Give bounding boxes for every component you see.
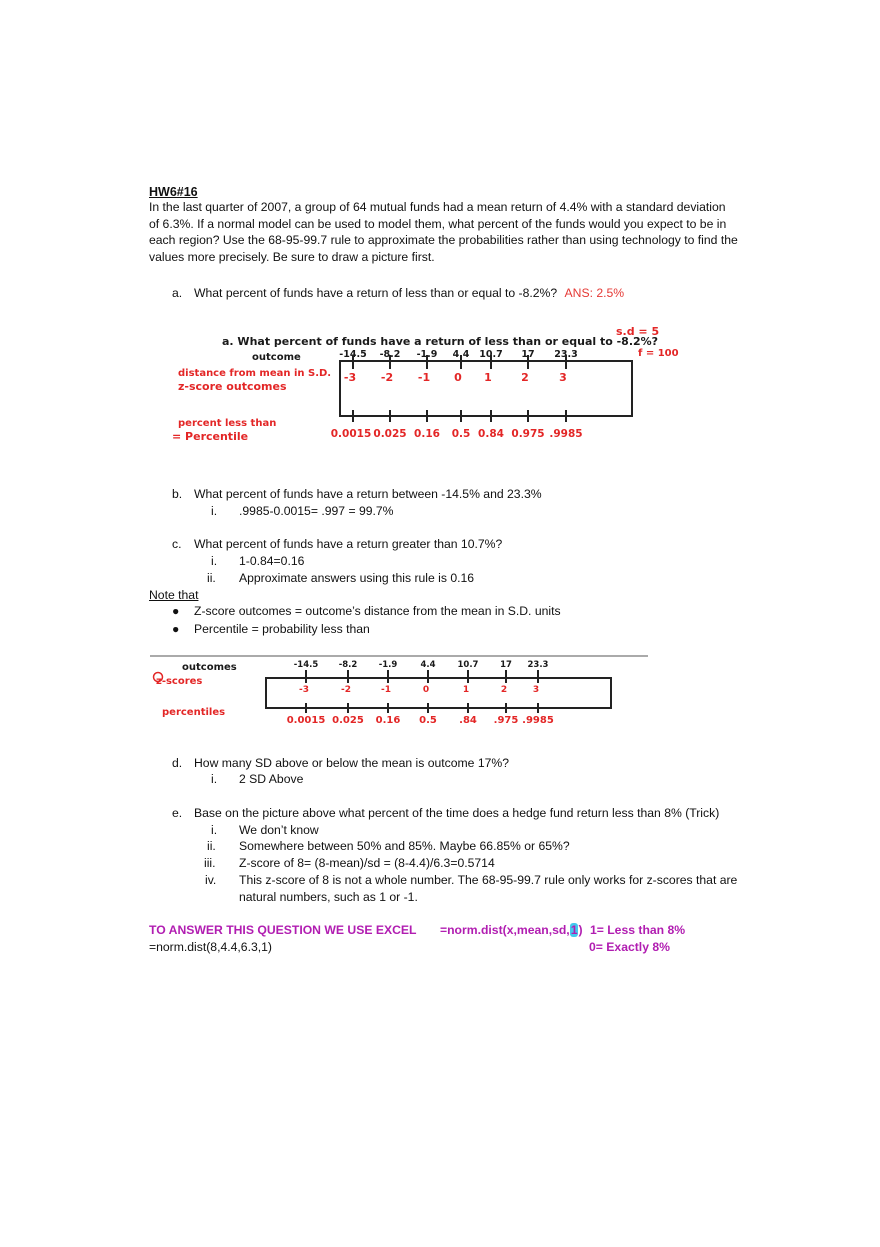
question-c-item-marker: i. xyxy=(211,554,218,568)
diagram1-note-sd: s.d = 5 xyxy=(616,325,660,338)
diagram1-zscore-value: -1 xyxy=(417,371,431,384)
excel-formula xyxy=(440,922,685,939)
diagram2-zscore-value: 3 xyxy=(532,685,540,695)
question-d-text: How many SD above or below the mean is outcome 17%? xyxy=(194,756,510,770)
diagram2-zscore-value: -2 xyxy=(341,685,351,695)
diagram1-zscore-value: 0 xyxy=(454,371,462,384)
question-e-text: Base on the picture above what percent of the time does a hedge fund return less than 8% (Trick) xyxy=(194,806,720,820)
diagram2-outcome-value: -14.5 xyxy=(293,660,319,670)
excel-option-less-than: 1= Less than 8% xyxy=(589,923,686,937)
diagram2-outcome-value: 23.3 xyxy=(527,660,549,670)
diagram2-percentile-value: 0.5 xyxy=(419,715,437,726)
diagram2-outcome-value: -1.9 xyxy=(378,660,398,670)
diagram1-outcome-value: 23.3 xyxy=(554,349,578,360)
diagram1-zscore-value: 3 xyxy=(559,371,567,384)
intro-paragraph: In the last quarter of 2007, a group of 64 mutual funds had a mean return of 4.4% with a standard deviation of 6.3%. If a normal model can be used to model them, what percent of the funds would you expect to be in each region? Use the 68-95-99.7 rule to approximate the probabilities rather than using technology to find the values more precisely. Be sure to draw a picture first. xyxy=(149,200,738,264)
question-c-item-marker: ii. xyxy=(207,571,216,585)
diagram2-outcome-value: -8.2 xyxy=(338,660,358,670)
diagram1-zscore-value: 1 xyxy=(484,371,492,384)
note-bullet: Z-score outcomes = outcome’s distance from the mean in S.D. units xyxy=(194,604,561,618)
question-e-marker: e. xyxy=(172,806,183,820)
diagram1-outcome-value: 17 xyxy=(521,349,535,360)
diagram1-outcome-value: -14.5 xyxy=(339,349,367,360)
diagram2-percentile-value: .84 xyxy=(459,715,477,726)
diagram2-percentile-value: .9985 xyxy=(522,715,554,726)
excel-heading: TO ANSWER THIS QUESTION WE USE EXCEL xyxy=(149,923,417,937)
diagram2-outcome-label: outcomes xyxy=(182,662,237,673)
diagram2-box xyxy=(266,678,611,708)
diagram2-zscore-value: 2 xyxy=(500,685,508,695)
diagram1-percentile-value: 0.0015 xyxy=(330,428,372,440)
question-e-item: Somewhere between 50% and 85%. Maybe 66.85% or 65%? xyxy=(239,839,570,853)
diagram1-zscore-value: 2 xyxy=(521,371,529,384)
diagram1-box xyxy=(340,361,632,416)
question-c-item: 1-0.84=0.16 xyxy=(239,554,305,568)
question-c-marker: c. xyxy=(172,537,182,551)
question-b-text: What percent of funds have a return between -14.5% and 23.3% xyxy=(194,487,542,501)
diagram1-zscore-value: -3 xyxy=(343,371,357,384)
diagram1-outcome-value: -8.2 xyxy=(379,349,401,360)
diagram1-zscore-value: -2 xyxy=(380,371,394,384)
number-line-diagram-1 xyxy=(170,322,710,452)
page-title: HW6#16 xyxy=(149,185,198,199)
note-heading: Note that xyxy=(149,588,199,602)
diagram2-outcome-value: 17 xyxy=(500,660,512,670)
question-e-item: We don’t know xyxy=(239,823,319,837)
excel-formula-prefix: =norm.dist(x,mean,sd, xyxy=(440,923,570,937)
question-e-item-marker: iii. xyxy=(204,856,216,870)
diagram1-outcome-value: 10.7 xyxy=(479,349,503,360)
bullet-icon: ● xyxy=(172,622,180,636)
excel-example: =norm.dist(8,4.4,6.3,1) xyxy=(149,940,272,954)
bullet-icon: ● xyxy=(172,604,180,618)
diagram2-percentile-value: 0.16 xyxy=(375,715,401,726)
question-d-item: 2 SD Above xyxy=(239,772,304,786)
question-d-item-marker: i. xyxy=(211,772,218,786)
diagram2-zscore-value: 0 xyxy=(422,685,430,695)
question-b-item-marker: i. xyxy=(211,504,218,518)
question-c-item: Approximate answers using this rule is 0.16 xyxy=(239,571,475,585)
diagram1-percentile-value: 0.025 xyxy=(373,428,407,440)
diagram2-percentile-value: .975 xyxy=(493,715,519,726)
excel-option-exactly: 0= Exactly 8% xyxy=(589,940,670,954)
diagram2-zscore-value: 1 xyxy=(462,685,470,695)
diagram1-distance-label: distance from mean in S.D. xyxy=(178,368,332,379)
question-b-item: .9985-0.0015= .997 = 99.7% xyxy=(239,504,394,518)
excel-formula-suffix: ) xyxy=(578,923,583,937)
question-e-item: This z-score of 8 is not a whole number. The 68-95-99.7 rule only works for z-scores that are natural numbers, such as 1 or -1. xyxy=(239,873,738,904)
diagram1-header: a. What percent of funds have a return of less than or equal to -8.2%? xyxy=(222,335,659,348)
diagram1-percentile-value: 0.975 xyxy=(511,428,545,440)
question-a xyxy=(194,285,624,302)
diagram2-outcome-value: 4.4 xyxy=(420,660,436,670)
question-b-marker: b. xyxy=(172,487,183,501)
diagram2-percentile-value: 0.025 xyxy=(332,715,364,726)
note-bullet: Percentile = probability less than xyxy=(194,622,370,636)
diagram1-note-f: f = 100 xyxy=(638,348,679,359)
question-e-item-marker: iv. xyxy=(205,873,217,887)
question-e-item: Z-score of 8= (8-mean)/sd = (8-4.4)/6.3=0.5714 xyxy=(239,856,495,870)
question-c-text: What percent of funds have a return greater than 10.7%? xyxy=(194,537,503,551)
question-a-answer: ANS: 2.5% xyxy=(564,286,625,300)
question-e-item-marker: ii. xyxy=(207,839,216,853)
question-e-item-marker: i. xyxy=(211,823,218,837)
diagram1-percent-label: percent less than xyxy=(178,418,277,429)
excel-formula-highlight: 1 xyxy=(570,923,578,937)
question-d-marker: d. xyxy=(172,756,183,770)
diagram1-outcome-value: 4.4 xyxy=(452,349,470,360)
diagram1-percentile-value: 0.84 xyxy=(478,428,504,440)
diagram1-outcome-value: -1.9 xyxy=(416,349,438,360)
question-a-marker: a. xyxy=(172,286,183,300)
question-a-text: What percent of funds have a return of less than or equal to -8.2%? xyxy=(194,286,558,300)
diagram1-percentile-label: = Percentile xyxy=(172,430,249,443)
diagram1-percentile-value: .9985 xyxy=(549,428,583,440)
diagram2-zscore-value: -3 xyxy=(299,685,309,695)
diagram2-outcome-value: 10.7 xyxy=(457,660,479,670)
diagram2-zscore-value: -1 xyxy=(381,685,391,695)
diagram1-zscore-label: z-score outcomes xyxy=(178,380,287,393)
number-line-diagram-2 xyxy=(148,652,653,734)
diagram1-percentile-value: 0.16 xyxy=(414,428,440,440)
diagram2-zscore-label: z-scores xyxy=(156,676,203,687)
diagram2-percentile-label: percentiles xyxy=(162,707,226,718)
diagram1-outcome-label: outcome xyxy=(252,352,301,363)
diagram2-percentile-value: 0.0015 xyxy=(286,715,326,726)
diagram1-percentile-value: 0.5 xyxy=(451,428,471,440)
